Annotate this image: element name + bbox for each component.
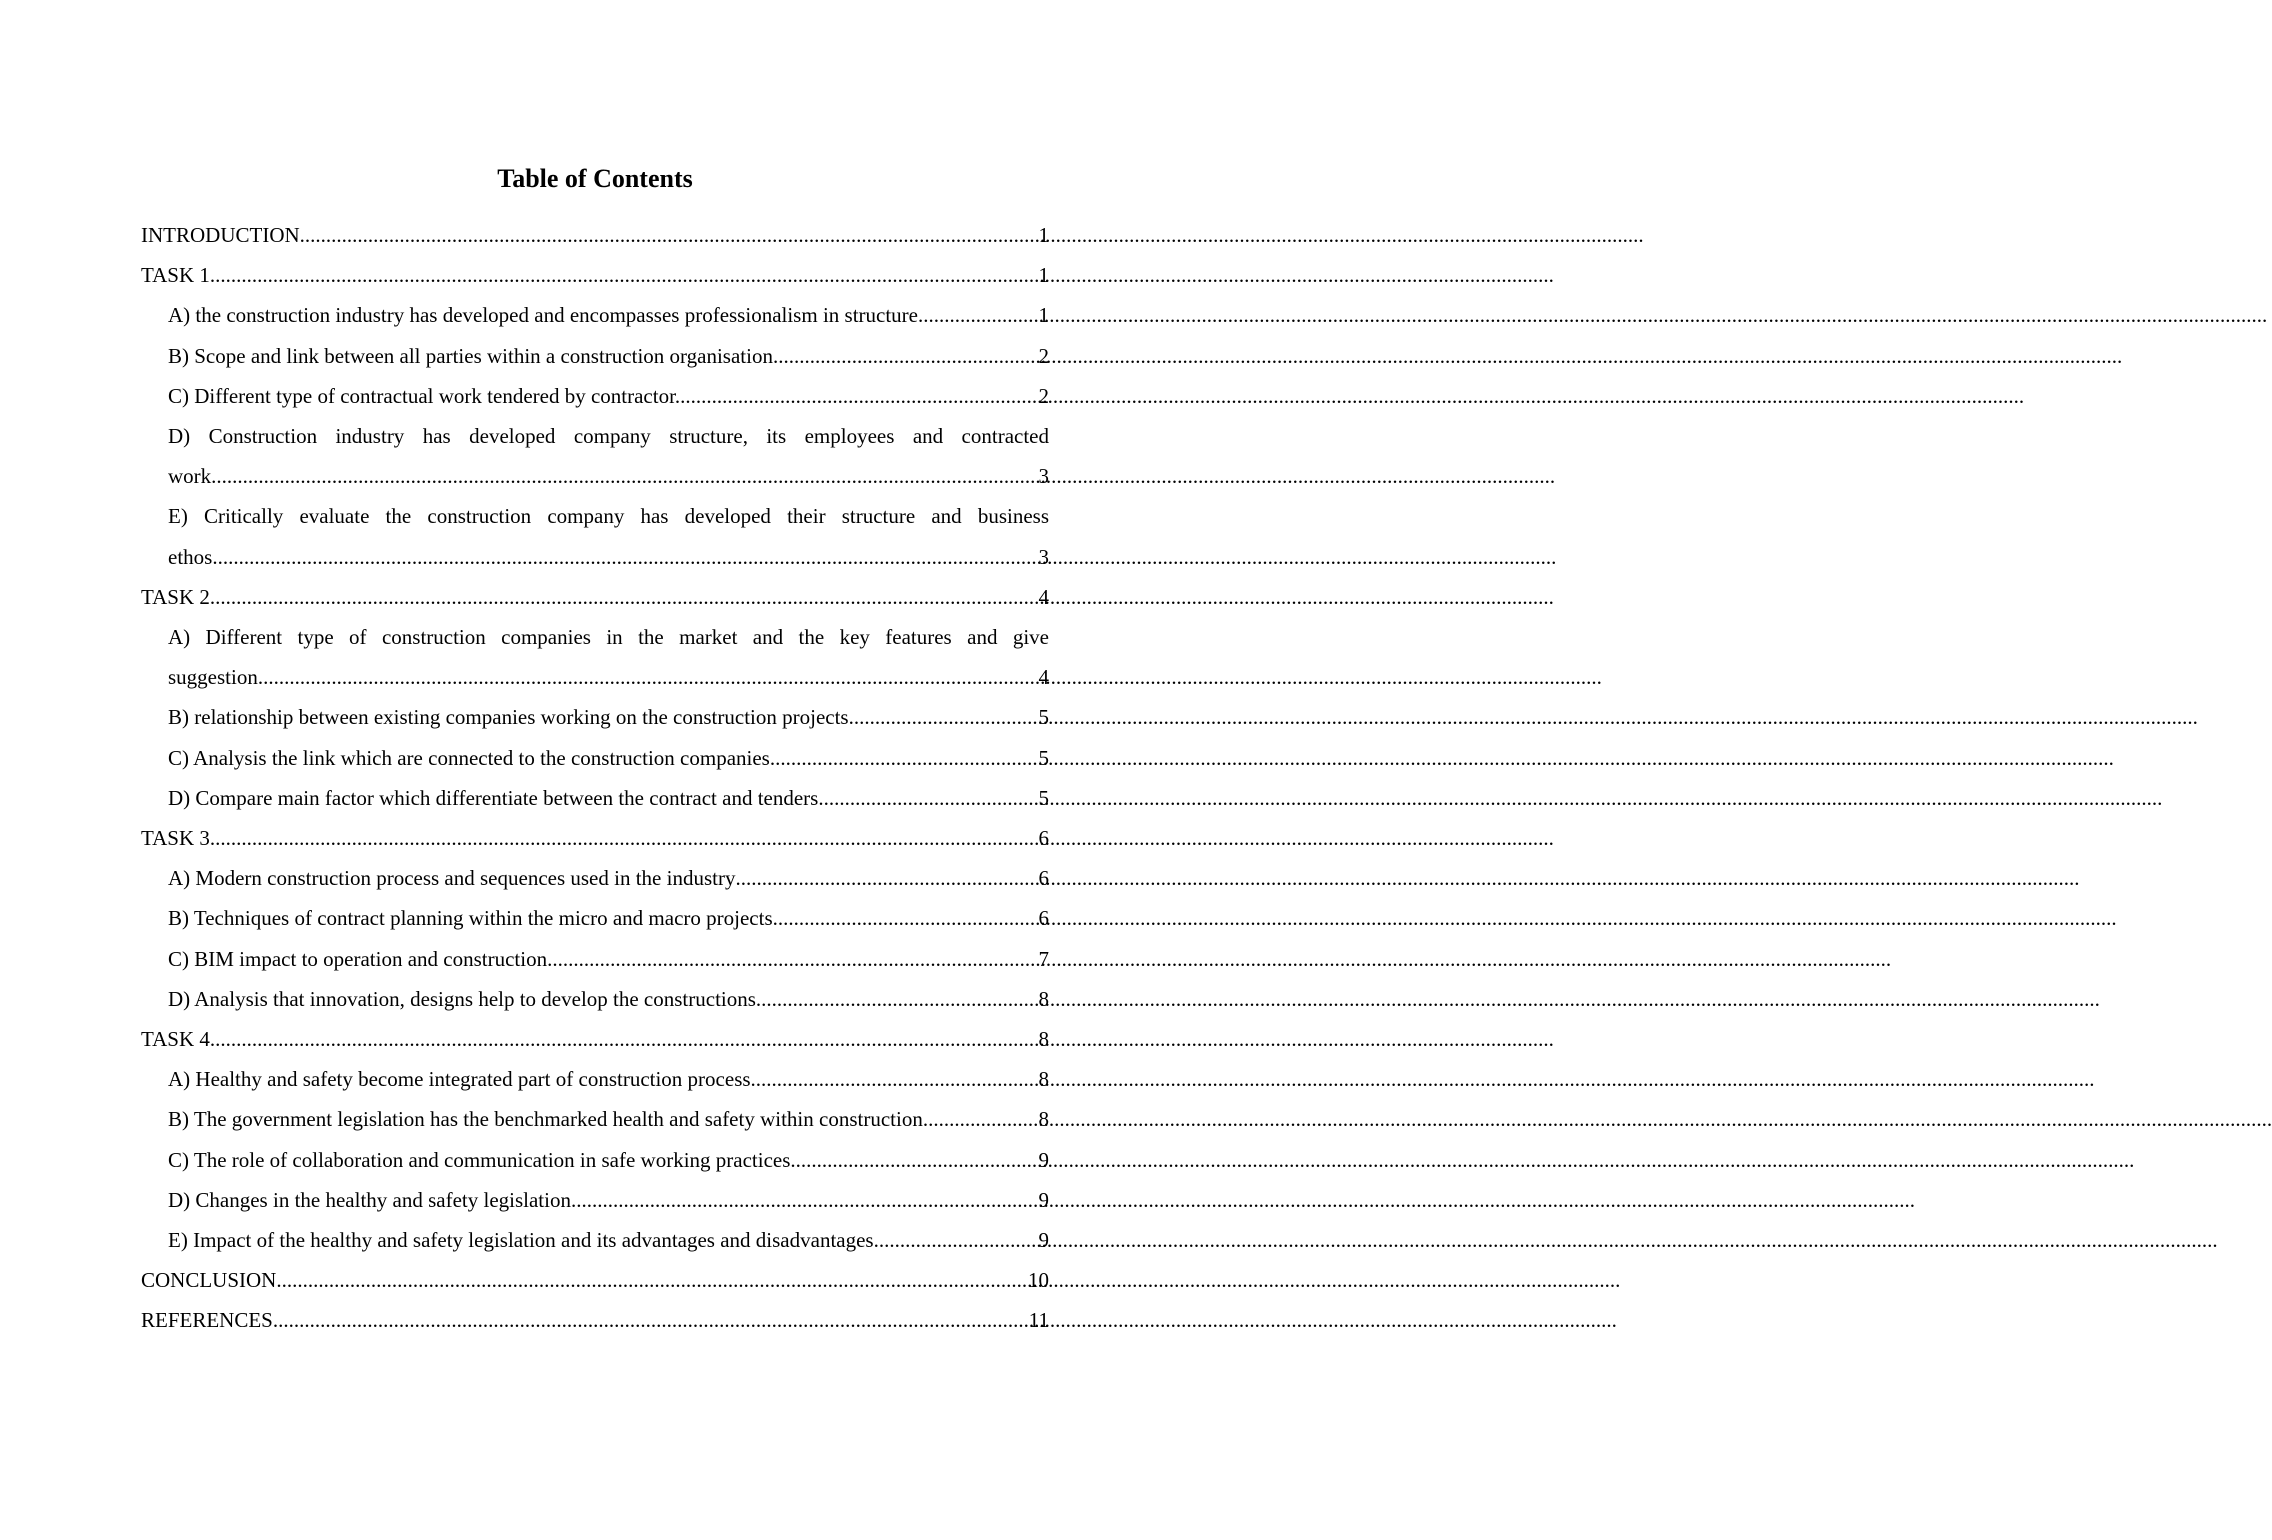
dot-leader bbox=[571, 1180, 1039, 1220]
toc-page-number: 11 bbox=[1028, 1308, 1049, 1333]
toc-subentry[interactable] bbox=[141, 1059, 1049, 1099]
toc-entry-text-line1: E) Critically evaluate the construction company has developed their structure and business bbox=[168, 504, 1049, 529]
dot-leader bbox=[756, 979, 1039, 1019]
toc-page-number: 5 bbox=[1038, 705, 1049, 730]
toc-entry[interactable] bbox=[141, 1019, 1049, 1059]
dot-leader bbox=[210, 577, 1039, 617]
dot-leader bbox=[778, 336, 1038, 376]
toc-subentry[interactable] bbox=[141, 858, 1049, 898]
document-page bbox=[141, 160, 1049, 1341]
toc-entry[interactable] bbox=[141, 1300, 1049, 1340]
toc-entry[interactable] bbox=[141, 818, 1049, 858]
toc-entry-text: REFERENCES bbox=[141, 1308, 273, 1333]
toc-entry-text: TASK 4 bbox=[141, 1027, 210, 1052]
toc-entry-text: A) Healthy and safety become integrated part of construction process bbox=[168, 1067, 751, 1092]
toc-page-number: 5 bbox=[1038, 785, 1049, 810]
toc-page-number: 5 bbox=[1038, 745, 1049, 770]
dot-leader bbox=[928, 1099, 1038, 1139]
toc-page-number: 6 bbox=[1038, 866, 1049, 891]
toc-subentry[interactable] bbox=[141, 697, 1049, 737]
dot-leader bbox=[770, 738, 1039, 778]
toc-page-number: 9 bbox=[1038, 1147, 1049, 1172]
toc-page-number: 9 bbox=[1038, 1187, 1049, 1212]
toc-page-number: 6 bbox=[1038, 906, 1049, 931]
toc-entry-text: CONCLUSION bbox=[141, 1268, 277, 1293]
toc-page-number: 1 bbox=[1038, 223, 1049, 247]
toc-subentry[interactable] bbox=[141, 617, 1049, 697]
dot-leader bbox=[211, 456, 1038, 496]
dot-leader bbox=[547, 939, 1038, 979]
dot-leader bbox=[735, 858, 1038, 898]
toc-entry-text: A) the construction industry has developed and encompasses professionalism in structure. bbox=[168, 303, 924, 328]
toc-page-number: 3 bbox=[1038, 464, 1049, 489]
toc-entry[interactable] bbox=[141, 1260, 1049, 1300]
dot-leader bbox=[210, 1019, 1039, 1059]
toc-entry-text-line1: D) Construction industry has developed company structure, its employees and contracted bbox=[168, 424, 1049, 449]
toc-subentry[interactable] bbox=[141, 336, 1049, 376]
dot-leader bbox=[680, 376, 1038, 416]
toc-page-number: 8 bbox=[1038, 1027, 1049, 1052]
toc-entry-text: TASK 1 bbox=[141, 263, 210, 288]
toc-page-number: 8 bbox=[1038, 1107, 1049, 1132]
toc-page-number: 6 bbox=[1038, 826, 1049, 851]
dot-leader bbox=[751, 1059, 1039, 1099]
toc-subentry[interactable] bbox=[141, 416, 1049, 496]
toc-page-number: 1 bbox=[1038, 303, 1049, 328]
toc-entry[interactable] bbox=[141, 577, 1049, 617]
toc-subentry[interactable] bbox=[141, 979, 1049, 1019]
toc-entry-text: TASK 2 bbox=[141, 584, 210, 609]
dot-leader bbox=[210, 818, 1039, 858]
toc-entry-line2 bbox=[168, 456, 1049, 496]
dot-leader bbox=[210, 255, 1039, 295]
toc-page-number: 10 bbox=[1028, 1268, 1049, 1293]
toc-page-number: 8 bbox=[1038, 986, 1049, 1011]
toc-subentry[interactable] bbox=[141, 295, 1049, 335]
toc-entry-text: B) The government legislation has the benchmarked health and safety within construction. bbox=[168, 1107, 929, 1132]
toc-page-number: 1 bbox=[1038, 263, 1049, 288]
toc-subentry[interactable] bbox=[141, 1180, 1049, 1220]
toc-entry-text: INTRODUCTION bbox=[141, 223, 300, 247]
toc-entry-text: B) Scope and link between all parties within a construction organisation. bbox=[168, 343, 779, 368]
toc-entry-line2 bbox=[168, 657, 1049, 697]
dot-leader bbox=[273, 1300, 1029, 1340]
toc-entry-text: E) Impact of the healthy and safety legislation and its advantages and disadvantages bbox=[168, 1228, 874, 1253]
dot-leader bbox=[300, 215, 1039, 255]
dot-leader bbox=[923, 295, 1038, 335]
toc-entry-text-line2: ethos bbox=[168, 544, 213, 569]
toc-page-number: 4 bbox=[1038, 584, 1049, 609]
toc-entry-text: B) Techniques of contract planning within the micro and macro projects bbox=[168, 906, 773, 931]
toc-entry-text: D) Compare main factor which differentiate between the contract and tenders bbox=[168, 785, 819, 810]
toc-page-number: 7 bbox=[1038, 946, 1049, 971]
dot-leader bbox=[258, 657, 1039, 697]
dot-leader bbox=[874, 1220, 1039, 1260]
toc-subentry[interactable] bbox=[141, 738, 1049, 778]
toc-entry-text: D) Changes in the healthy and safety legislation bbox=[168, 1187, 571, 1212]
toc-entry-text: C) Analysis the link which are connected to the construction companies bbox=[168, 745, 770, 770]
dot-leader bbox=[818, 778, 1038, 818]
toc-entry-text-line2: work bbox=[168, 464, 212, 489]
toc-entry-text: B) relationship between existing companies working on the construction projects. bbox=[168, 705, 854, 730]
toc-entry-text-line2: suggestion bbox=[168, 665, 258, 690]
toc-entry[interactable] bbox=[141, 215, 1049, 255]
dot-leader bbox=[773, 898, 1039, 938]
toc-page-number: 9 bbox=[1038, 1228, 1049, 1253]
dot-leader bbox=[212, 537, 1038, 577]
toc-entry-text: C) The role of collaboration and communication in safe working practices bbox=[168, 1147, 791, 1172]
toc-entry-text: D) Analysis that innovation, designs help to develop the constructions bbox=[168, 986, 756, 1011]
toc-subentry[interactable] bbox=[141, 778, 1049, 818]
toc-subentry[interactable] bbox=[141, 1220, 1049, 1260]
toc-subentry[interactable] bbox=[141, 376, 1049, 416]
toc-entry-text-line1: A) Different type of construction companies in the market and the key features and give bbox=[168, 625, 1049, 650]
toc-entry-text: C) Different type of contractual work tendered by contractor. bbox=[168, 383, 681, 408]
dot-leader bbox=[276, 1260, 1028, 1300]
toc-entry-text: C) BIM impact to operation and construction bbox=[168, 946, 548, 971]
toc-page-number: 4 bbox=[1038, 665, 1049, 690]
toc-page-number: 3 bbox=[1038, 544, 1049, 569]
toc-entry-line2 bbox=[168, 537, 1049, 577]
toc-entry-text: TASK 3 bbox=[141, 826, 210, 851]
toc-list bbox=[141, 215, 1049, 1341]
toc-page-number: 2 bbox=[1038, 343, 1049, 368]
toc-subentry[interactable] bbox=[141, 496, 1049, 576]
toc-entry[interactable] bbox=[141, 255, 1049, 295]
toc-subentry[interactable] bbox=[141, 1099, 1049, 1139]
toc-page-number: 2 bbox=[1038, 383, 1049, 408]
dot-leader bbox=[790, 1140, 1038, 1180]
dot-leader bbox=[854, 697, 1039, 737]
toc-entry-text: A) Modern construction process and sequences used in the industry bbox=[168, 866, 736, 891]
toc-page-number: 8 bbox=[1038, 1067, 1049, 1092]
toc-subentry[interactable] bbox=[141, 1140, 1049, 1180]
toc-subentry[interactable] bbox=[141, 898, 1049, 938]
toc-subentry[interactable] bbox=[141, 939, 1049, 979]
toc-title: Table of Contents bbox=[497, 164, 693, 193]
